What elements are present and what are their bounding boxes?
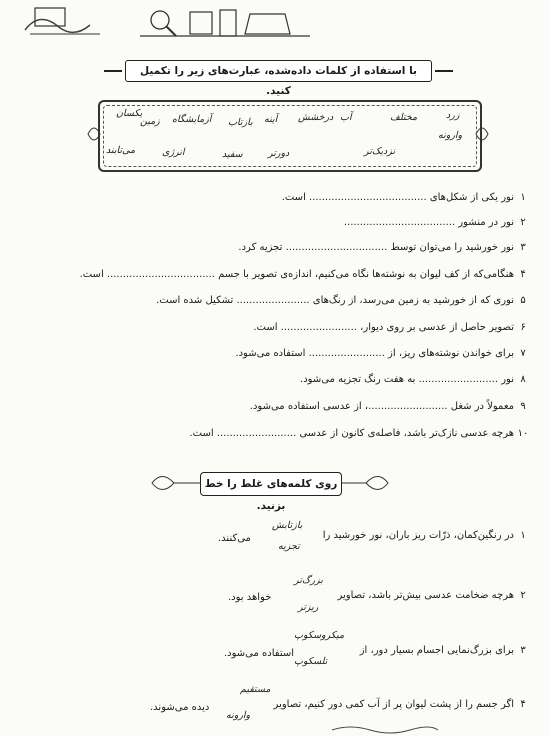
option-top[interactable]: میکروسکوپ: [294, 630, 345, 641]
word-bank-item: آب: [340, 112, 352, 123]
question2-tail: استفاده می‌شود.: [224, 648, 295, 659]
word-bank-item: زمین: [140, 116, 160, 127]
question-item: ۹معمولاً در شغل .........................، از عدسی استفاده می‌شود.: [249, 401, 526, 412]
footer-ornament: [330, 724, 440, 736]
question2-tail: خواهد بود.: [228, 592, 272, 603]
word-bank-item: بازتاب: [228, 117, 253, 128]
word-bank-item: نزدیک‌تر: [364, 146, 396, 157]
question-item: ۵نوری که از خورشید به زمین می‌رسد، از رنگ‌های ....................... تشکیل شده است.: [156, 295, 526, 306]
question2-item: ۲هرچه ضخامت عدسی بیش‌تر باشد، تصاویر: [337, 590, 526, 601]
word-bank-item: زرد: [446, 110, 460, 121]
question-item: ۷برای خواندن نوشته‌های ریز، از ........................ استفاده می‌شود.: [235, 348, 526, 359]
option-bottom[interactable]: وارونه: [226, 710, 251, 721]
question2-item: ۴اگر جسم را از پشت لیوان پر از آب کمی دور کنیم، تصاویر: [273, 699, 526, 710]
word-bank-box: [98, 100, 482, 172]
option-bottom[interactable]: تجزیه: [278, 541, 300, 552]
header-illustration: [20, 0, 320, 42]
word-bank-item: دورتر: [268, 148, 290, 159]
question-item: ۲نور در منشور ...................................: [343, 217, 526, 228]
word-bank-item: می‌تابند: [106, 145, 136, 156]
question-item: ۸نور ......................... به هفت رنگ تجزیه می‌شود.: [300, 374, 526, 385]
word-bank-item: مختلف: [390, 112, 418, 123]
question-item: ۱۰هرچه عدسی نازک‌تر باشد، فاصله‌ی کانون از عدسی ......................... است.: [189, 428, 529, 439]
option-top[interactable]: مستقیم: [240, 684, 271, 695]
word-bank-item: آینه: [264, 114, 278, 125]
word-bank-item: سفید: [222, 149, 243, 160]
question-item: ۶تصویر حاصل از عدسی بر روی دیوار، ........................ است.: [253, 322, 526, 333]
word-bank-item: آزمایشگاه: [172, 114, 212, 125]
instruction-box-2: روی کلمه‌های غلط را خط بزنید.: [200, 472, 342, 496]
question-item: ۴هنگامی‌که از کف لیوان به نوشته‌ها نگاه می‌کنیم، اندازه‌ی تصویر با جسم .................................. است.: [79, 269, 526, 280]
word-bank-item: یکسان: [116, 108, 143, 119]
question-item: ۱نور یکی از شکل‌های ..................................... است.: [281, 192, 526, 203]
question2-item: ۱در رنگین‌کمان، ذرّات ریز باران، نور خورشید را: [322, 530, 526, 541]
option-top[interactable]: بزرگ‌تر: [294, 575, 323, 586]
word-bank-item: درخشش: [298, 112, 334, 123]
option-top[interactable]: بازتابش: [272, 520, 303, 531]
question2-item: ۳برای بزرگ‌نمایی اجسام بسیار دور، از: [359, 645, 526, 656]
question2-tail: می‌کنند.: [218, 533, 251, 544]
question2-tail: دیده می‌شوند.: [150, 702, 210, 713]
option-bottom[interactable]: ریزتر: [298, 602, 319, 613]
option-bottom[interactable]: تلسکوپ: [294, 656, 328, 667]
question-item: ۳نور خورشید را می‌توان توسط ................................ تجزیه کرد.: [238, 242, 526, 253]
word-bank-item: وارونه: [438, 130, 463, 141]
instruction-box-1: با استفاده از کلمات داده‌شده، عبارت‌های زیر را تکمیل کنید.: [125, 60, 432, 82]
word-bank-item: انرژی: [162, 147, 185, 158]
